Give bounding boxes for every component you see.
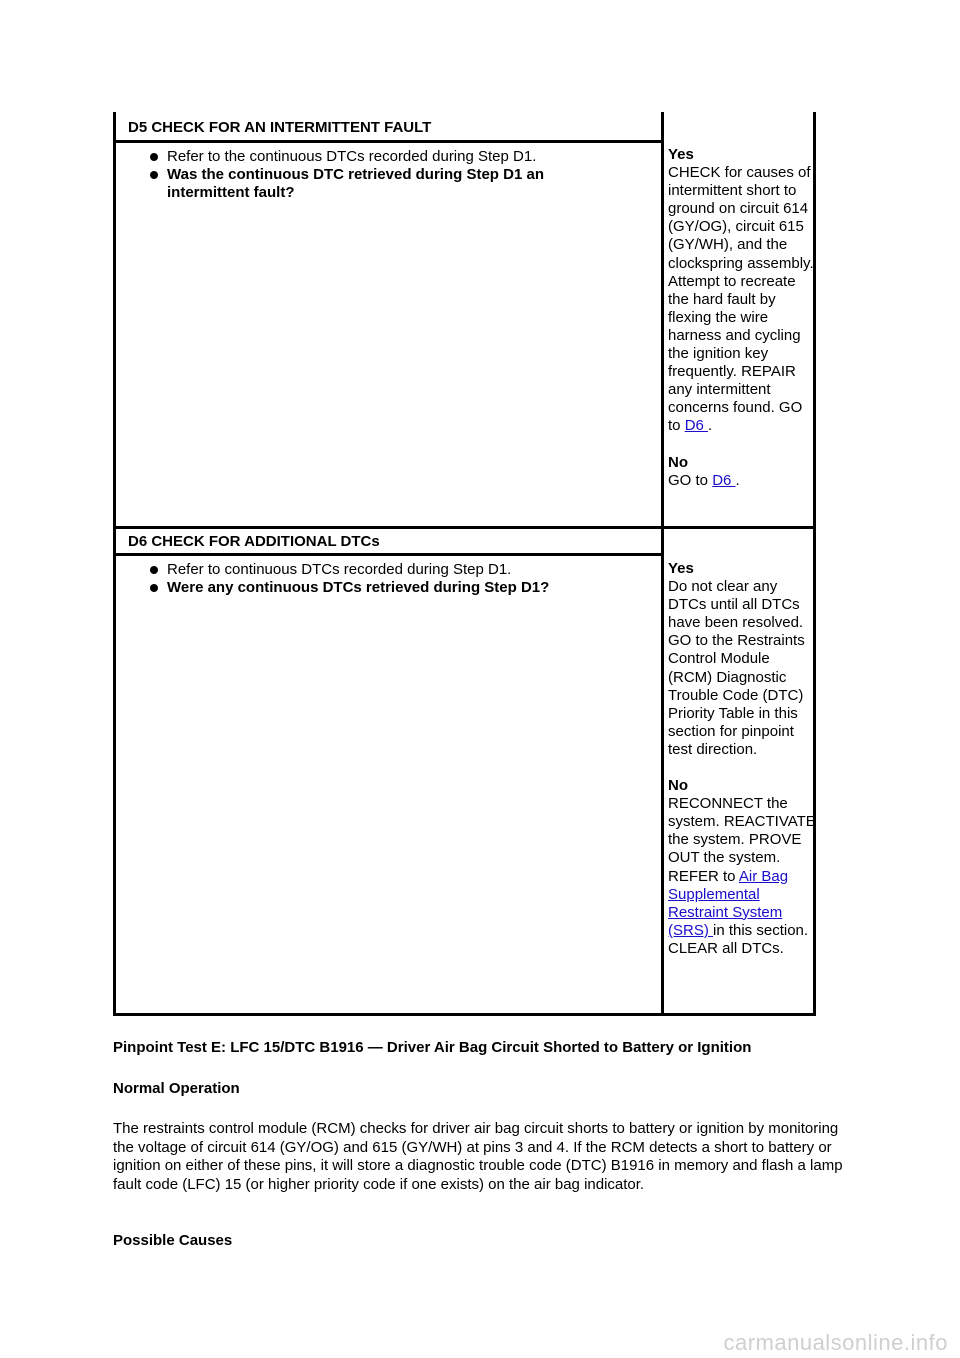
- d6-no-label: No: [668, 777, 688, 795]
- d5-yes-link[interactable]: D6: [684, 417, 709, 435]
- d6-header: D6 CHECK FOR ADDITIONAL DTCs: [128, 533, 380, 550]
- d5-no-label: No: [668, 453, 688, 471]
- d5-steps: [150, 148, 630, 202]
- d5-header: D5 CHECK FOR AN INTERMITTENT FAULT: [128, 119, 432, 136]
- d6-yes-label: Yes: [668, 560, 694, 577]
- d5-result: [668, 146, 818, 490]
- d6-step1: Refer to continuous DTCs recorded during Step D1.: [167, 561, 512, 578]
- list-item: [150, 166, 630, 202]
- d5-yes-label: Yes: [668, 146, 694, 163]
- d5-step2: Was the continuous DTC retrieved during Step D1 an intermittent fault?: [167, 166, 544, 201]
- bullet-icon: [150, 153, 158, 161]
- pinpoint-table: [113, 112, 816, 1016]
- list-item: [150, 148, 630, 166]
- bullet-icon: [150, 584, 158, 592]
- d6-result: [668, 560, 818, 958]
- bullet-icon: [150, 171, 158, 179]
- watermark: carmanualsonline.info: [723, 1330, 948, 1355]
- d6-step2: Were any continuous DTCs retrieved during Step D1?: [167, 579, 550, 596]
- d5-no-text: GO to D6 .: [668, 471, 740, 489]
- bullet-icon: [150, 566, 158, 574]
- d6-yes-text: Do not clear any DTCs until all DTCs have been resolved. GO to the Restraints Control Module (RCM) Diagnostic Trouble Code (DTC) Priority Table in this section for pinpoint test direction.: [668, 578, 805, 758]
- d5-yes-text: CHECK for causes of intermittent short to ground on circuit 614 (GY/OG), circuit 615 (GY/WH), and the clockspring assembly. Attempt to recreate the hard fault by flexing the wire harness and cycling the ignition key frequently. REPAIR any intermittent concerns found. GO to D6 .: [668, 164, 814, 435]
- pinpoint-test-title: Pinpoint Test E: LFC 15/DTC B1916 — Driver Air Bag Circuit Shorted to Battery or Ignition: [113, 1039, 752, 1056]
- list-item: [150, 579, 630, 597]
- normal-operation-text: The restraints control module (RCM) checks for driver air bag circuit shorts to battery or ignition by monitoring the voltage of circuit 614 (GY/OG) and 615 (GY/WH) at pins 3 and 4. If the RCM detects a short to battery or ignition on either of these pins, it will store a diagnostic trouble code (DTC) B1916 in memory and flash a lamp fault code (LFC) 15 (or higher priority code if one exists) on the air bag indicator.: [113, 1120, 843, 1193]
- d6-steps: [150, 561, 630, 597]
- d5-no-link[interactable]: D6: [712, 471, 736, 489]
- d5-step1: Refer to the continuous DTCs recorded during Step D1.: [167, 148, 537, 165]
- d6-no-link[interactable]: Air Bag Supplemental Restraint System (SRS): [668, 867, 789, 939]
- possible-causes-heading: Possible Causes: [113, 1232, 233, 1249]
- d6-no-text: RECONNECT the system. REACTIVATE the system. PROVE OUT the system. REFER to Air Bag Supplemental Restraint System (SRS) in this section. CLEAR all DTCs.: [668, 795, 816, 957]
- list-item: [150, 561, 630, 579]
- normal-operation-heading: Normal Operation: [113, 1080, 240, 1097]
